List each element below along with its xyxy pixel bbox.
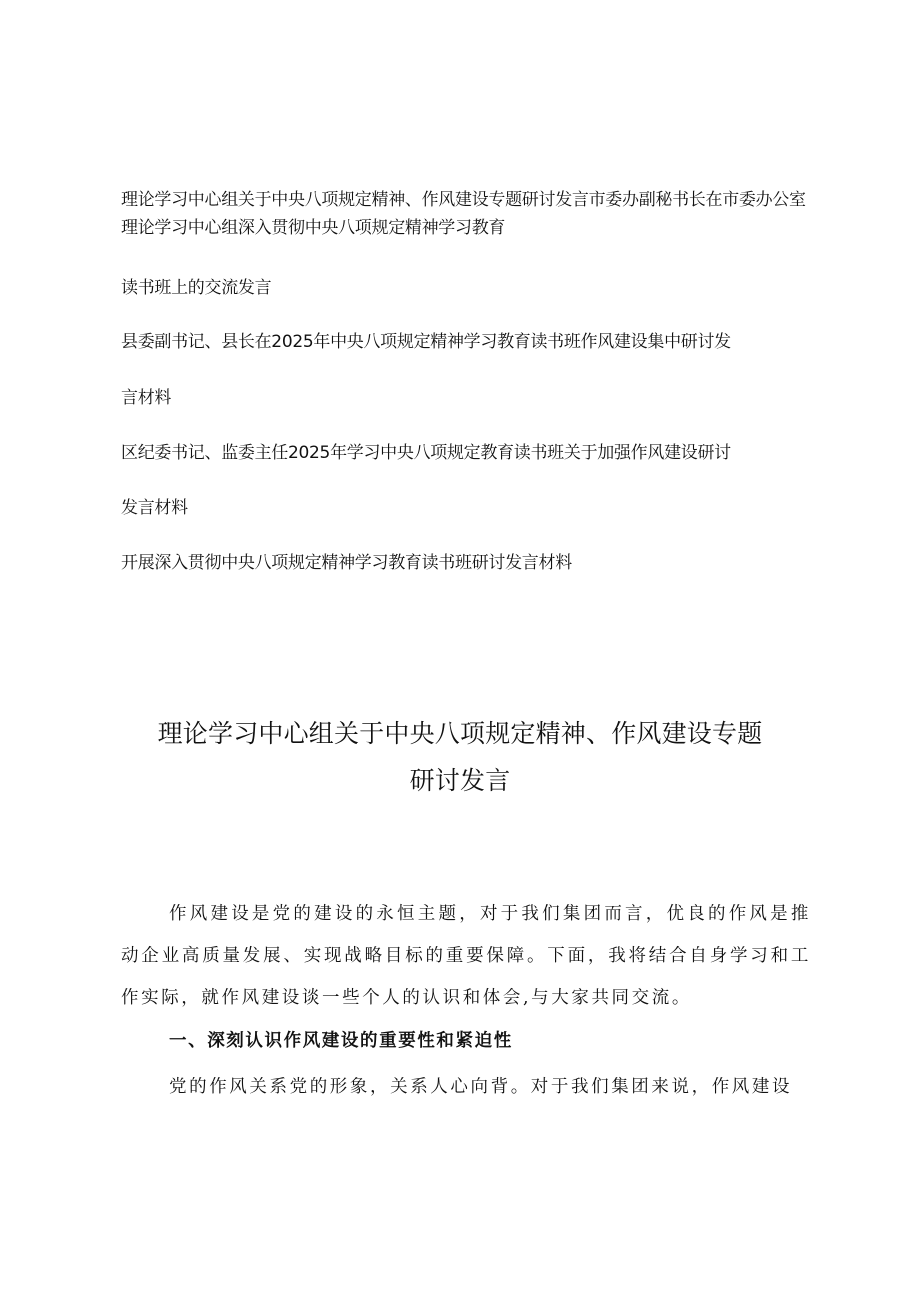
section-heading: 一、深刻认识作风建设的重要性和紧迫性	[169, 1031, 513, 1051]
document-title-line-2: 研讨发言	[409, 766, 511, 795]
toc-item-4: 言材料	[121, 388, 172, 408]
toc-item-7: 开展深入贯彻中央八项规定精神学习教育读书班研讨发言材料	[121, 553, 572, 573]
document-title-line-1: 理论学习中心组关于中央八项规定精神、作风建设专题	[157, 719, 763, 748]
toc-item-3: 县委副书记、县长在2025年中央八项规定精神学习教育读书班作风建设集中研讨发	[121, 332, 731, 352]
toc-item-5: 区纪委书记、监委主任2025年学习中央八项规定教育读书班关于加强作风建设研讨	[121, 443, 731, 463]
section-paragraph-line: 党的作风关系党的形象，关系人心向背。对于我们集团来说，作风建设	[169, 1077, 793, 1097]
toc-item-6: 发言材料	[121, 498, 188, 518]
toc-item-2: 读书班上的交流发言	[121, 278, 272, 298]
toc-item-1: 理论学习中心组关于中央八项规定精神、作风建设专题研讨发言市委办副秘书长在市委办公室理论学习中心组深入贯彻中央八项规定精神学习教育	[121, 190, 806, 238]
intro-paragraph: 作风建设是党的建设的永恒主题，对于我们集团而言，优良的作风是推动企业高质量发展、实现战略目标的重要保障。下面，我将结合自身学习和工作实际，就作风建设谈一些个人的认识和体会,与大家共同交流。	[121, 904, 811, 1008]
